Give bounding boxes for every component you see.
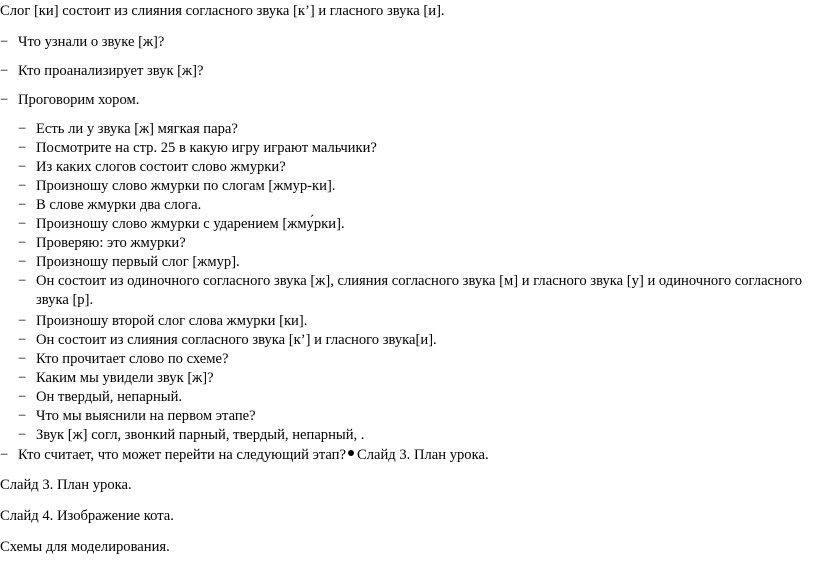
dash-marker: − bbox=[18, 254, 27, 270]
dash-marker: − bbox=[0, 447, 9, 463]
dash-marker: − bbox=[18, 121, 27, 137]
list-item-text: Он состоит из одиночного согласного звука [ж], слияния согласного звука [м] и гласного звука [у] и одиночного согласного звука [р]. bbox=[36, 273, 803, 308]
dash-marker: − bbox=[18, 178, 27, 194]
list-item-text: Произношу первый слог [жмур]. bbox=[36, 254, 240, 270]
list-item-text: Что узнали о звуке [ж]? bbox=[18, 34, 165, 50]
list-item-text: Кто проанализирует звук [ж]? bbox=[18, 63, 204, 79]
dash-marker: − bbox=[18, 408, 27, 424]
dash-marker: − bbox=[18, 197, 27, 213]
bullet-dot-icon bbox=[348, 450, 354, 456]
dash-marker: − bbox=[18, 140, 27, 156]
dash-marker: − bbox=[0, 63, 9, 79]
paragraph: Слайд 3. План урока. bbox=[0, 477, 132, 493]
list-item-text: Что мы выяснили на первом этапе? bbox=[36, 408, 256, 424]
list-item-text: В слове жмурки два слога. bbox=[36, 197, 202, 213]
list-item-text: Он твердый, непарный. bbox=[36, 389, 183, 405]
list-item-text: Проверяю: это жмурки? bbox=[36, 235, 186, 251]
list-item-text: Звук [ж] согл, звонкий парный, твердый, непарный, . bbox=[36, 427, 365, 443]
list-item-text: Каким мы увидели звук [ж]? bbox=[36, 370, 214, 386]
intro-paragraph: Слог [ки] состоит из слияния согласного звука [к’] и гласного звука [и]. bbox=[0, 3, 445, 19]
list-item-text: Кто прочитает слово по схеме? bbox=[36, 351, 229, 367]
dash-marker: − bbox=[18, 332, 27, 348]
dash-marker: − bbox=[18, 427, 27, 443]
last-item-slide: Слайд 3. План урока. bbox=[356, 447, 489, 463]
last-item-question: Кто считает, что может перейти на следующий этап? bbox=[18, 447, 346, 463]
list-item-text: Произношу слово жмурки по слогам [жмур-ки]. bbox=[36, 178, 336, 194]
list-item-text: Посмотрите на стр. 25 в какую игру играют мальчики? bbox=[36, 140, 377, 156]
dash-marker: − bbox=[18, 235, 27, 251]
list-item-text: Произношу второй слог слова жмурки [ки]. bbox=[36, 313, 308, 329]
dash-marker: − bbox=[18, 313, 27, 329]
list-item-text: Есть ли у звука [ж] мягкая пара? bbox=[36, 121, 238, 137]
dash-marker: − bbox=[18, 216, 27, 232]
dash-marker: − bbox=[18, 351, 27, 367]
list-item-text bbox=[18, 446, 489, 464]
list-item-text: Из каких слогов состоит слово жмурки? bbox=[36, 159, 286, 175]
list-item-text: Произношу слово жмурки с ударением [жму́рки]. bbox=[36, 216, 345, 232]
dash-marker: − bbox=[0, 34, 9, 50]
dash-marker: − bbox=[18, 159, 27, 175]
dash-marker: − bbox=[18, 389, 27, 405]
dash-marker: − bbox=[18, 370, 27, 386]
dash-marker: − bbox=[0, 92, 9, 108]
paragraph: Слайд 4. Изображение кота. bbox=[0, 508, 174, 524]
paragraph: Схемы для моделирования. bbox=[0, 539, 170, 555]
list-item-text: Проговорим хором. bbox=[18, 92, 140, 108]
dash-marker: − bbox=[18, 273, 27, 289]
list-item-text: Он состоит из слияния согласного звука [к’] и гласного звука[и]. bbox=[36, 332, 437, 348]
